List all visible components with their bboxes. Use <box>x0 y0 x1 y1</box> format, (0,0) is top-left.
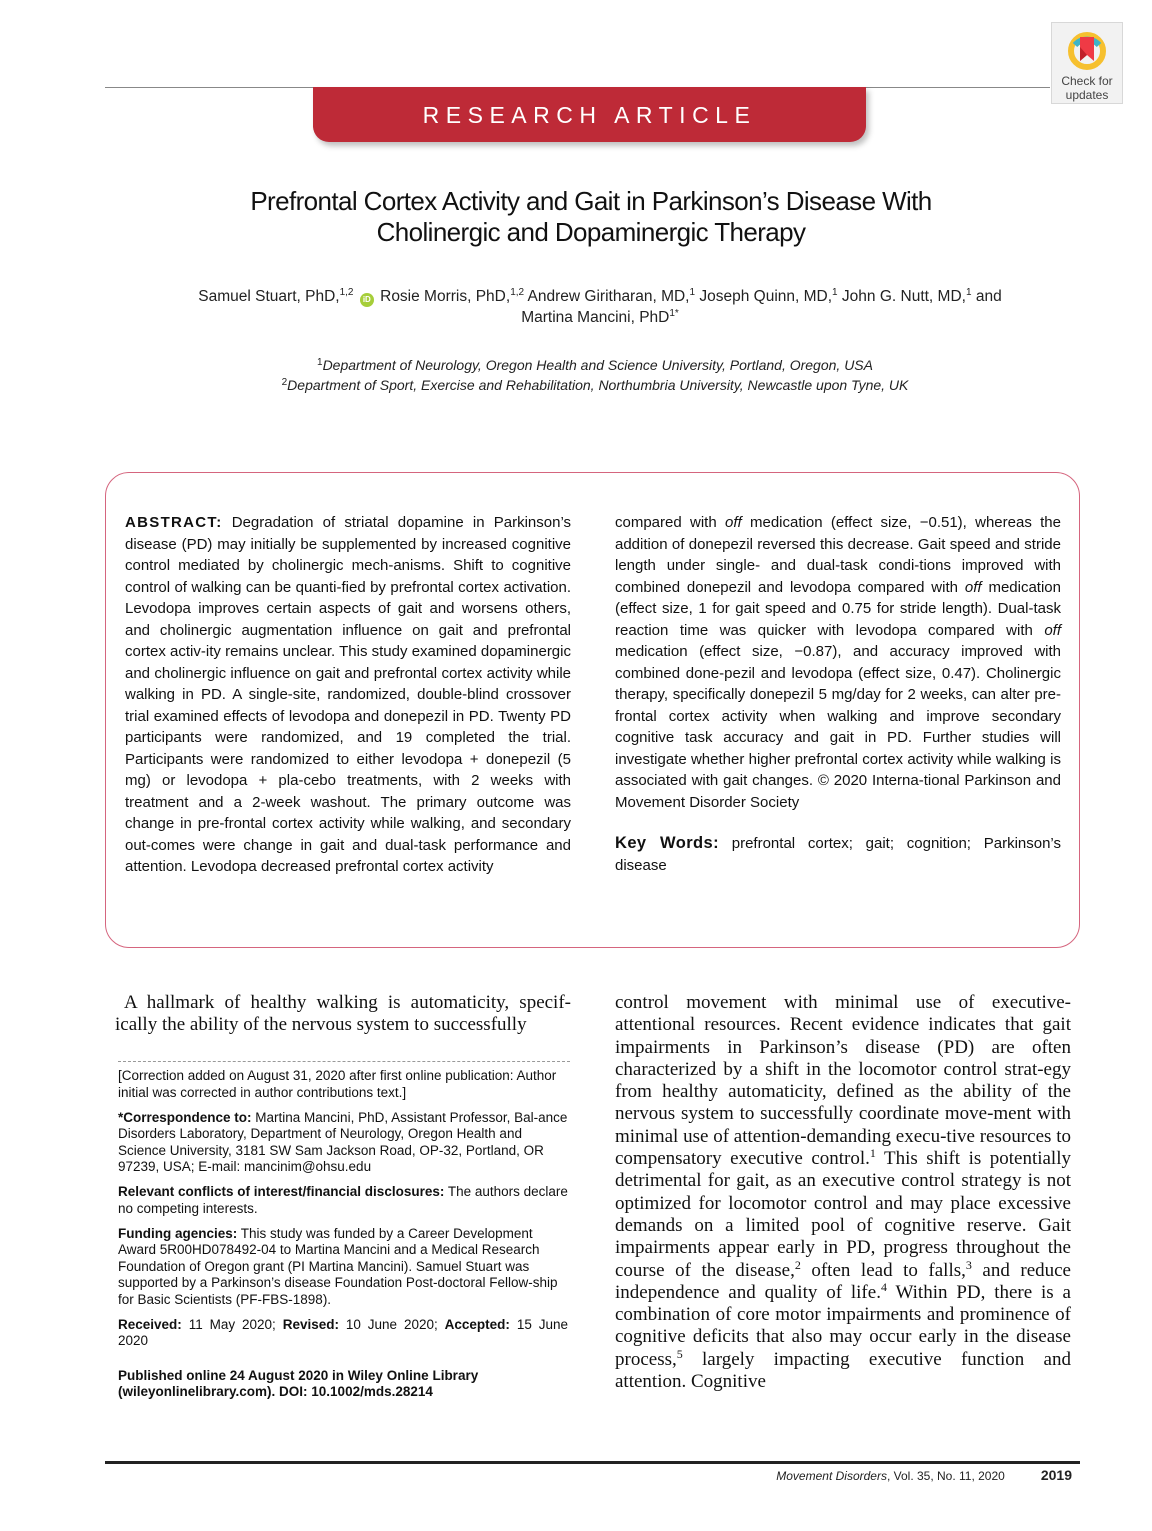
title-line-2: Cholinergic and Dopaminergic Therapy <box>376 217 806 247</box>
title-line-1: Prefrontal Cortex Activity and Gait in Parkinson’s Disease With <box>250 186 932 216</box>
author-list <box>130 286 1070 328</box>
author-name: John G. Nutt, MD, <box>837 288 966 305</box>
author-name: Andrew Giritharan, MD, <box>524 288 690 305</box>
abstract-label: ABSTRACT: <box>125 514 223 531</box>
author-affiliation-marker: 1 <box>832 287 838 298</box>
citation-ref[interactable]: 5 <box>676 1346 683 1361</box>
text-run: medication (effect size, −0.87), and accuracy improved with combined done-pezil and levodopa (effect size, 0.47). Cholinergic therapy, specifically donepezil 5 mg/day for 2 weeks, can alter pre-frontal cortex activity when walking and improve secondary cognitive task accuracy and gait in PD. Further studies will investigate whether higher prefrontal cortex activity while walking is associated with gait changes. © 2020 Interna-tional Parkinson and Movement Disorder Society <box>615 643 1061 811</box>
article-notes <box>118 1068 568 1409</box>
citation-ref[interactable]: 3 <box>965 1257 972 1272</box>
text-run: medication (effect size, −0.51), whereas the addition of donepezil reversed this decrease. Gait speed and stride length under single- and dual-task condi-tions improved with combined donepezil and levodopa compared with <box>615 514 1061 596</box>
text-run: Within PD, there is a combination of core motor impairments and prominence of cognitive deficits that also may occur early in the disease process, <box>615 1281 1071 1370</box>
text-run: compared with <box>615 514 725 531</box>
affiliation-number: 1 <box>317 357 323 368</box>
page-number: 2019 <box>1040 1467 1072 1483</box>
orcid-icon[interactable]: iD <box>360 293 374 307</box>
keywords-label: Key Words: <box>615 834 719 852</box>
author-affiliation-marker: 1* <box>669 308 679 319</box>
text-run: often lead to falls, <box>800 1259 966 1281</box>
citation-ref[interactable]: 1 <box>869 1146 876 1161</box>
author-name: Rosie Morris, PhD, <box>375 288 511 305</box>
page-footer <box>776 1467 1072 1484</box>
correction-note: [Correction added on August 31, 2020 after first online publication: Author initial was corrected in author contributions text.] <box>118 1068 557 1100</box>
author-affiliation-marker: 1,2 <box>510 287 525 298</box>
author-affiliation-marker: 1 <box>689 287 696 298</box>
italic-text: off <box>1044 621 1061 639</box>
affiliations <box>200 355 990 395</box>
accepted-date: 15 June 2020 <box>118 1316 569 1348</box>
abstract-column-left <box>125 512 571 878</box>
revised-date: 10 June 2020; <box>338 1316 445 1332</box>
conflicts-text: The authors declare no competing interests. <box>118 1184 568 1216</box>
abstract-column-right <box>615 512 1061 876</box>
funding-note <box>118 1226 568 1309</box>
abstract-text-left: Degradation of striatal dopamine in Parkinson’s disease (PD) may initially be supplemented by increased cognitive control mediated by cholinergic mech-anisms. Shift to cognitive control of walking can be quanti-fied by prefrontal cortex activation. Levodopa improves certain aspects of gait and worsens others, and cholinergic augmentation influence on gait and prefrontal cortex activ-ity remains unclear. This study examined dopaminergic and cholinergic influence on gait and prefrontal cortex activity while walking in PD. A single-site, randomized, double-blind crossover trial examined effects of levodopa and donepezil in PD. Twenty PD participants were randomized, and 19 completed the trial. Participants were randomized to either levodopa + donepezil (5 mg) or levodopa + pla-cebo treatments, with 2 weeks with treatment and a 2-week washout. The primary outcome was change in pre-frontal cortex activity while walking, and secondary out-comes were change in gait and dual-task performance and attention. Levodopa decreased prefrontal cortex activity <box>125 514 572 875</box>
keywords <box>615 833 1061 876</box>
check-for-updates-line1: Check for <box>1061 74 1113 88</box>
author-affiliation-marker: 1 <box>965 287 972 298</box>
correspondence-note <box>118 1110 568 1176</box>
publication-note[interactable]: Published online 24 August 2020 in Wiley Online Library (wileyonlinelibrary.com). DOI: 10.1002/mds.28214 <box>118 1367 479 1399</box>
text-run: medication (effect size, 1 for gait speed and 0.75 for stride length). Dual-task reaction time was quicker with levodopa compared with <box>615 578 1061 639</box>
revised-label: Revised: <box>282 1316 339 1332</box>
author-name: Samuel Stuart, PhD, <box>198 288 340 305</box>
affiliation-1 <box>200 355 990 375</box>
author-name: and <box>971 288 1002 305</box>
abstract-text-right <box>615 512 1061 813</box>
received-date: 11 May 2020; <box>181 1316 283 1332</box>
dates-note <box>118 1317 568 1350</box>
keywords-text: prefrontal cortex; gait; cognition; Parkinson’s disease <box>615 835 1061 874</box>
received-label: Received: <box>118 1316 182 1332</box>
citation-ref[interactable]: 2 <box>794 1257 801 1272</box>
section-banner: RESEARCH ARTICLE <box>313 87 866 142</box>
author-name: Joseph Quinn, MD, <box>695 288 833 305</box>
text-run: control movement with minimal use of executive-attentional resources. Recent evidence indicates that gait impairments in Parkinson’s disease (PD) are often characterized by a shift in the locomotor control strat-egy from healthy automaticity, defined as the ability of the nervous system to successfully coordinate move-ment with minimal use of attention-demanding execu-tive resources to compensatory executive control. <box>615 992 1071 1170</box>
text-run: largely impacting executive function and attention. Cognitive <box>615 1348 1071 1393</box>
body-text-right <box>615 992 1071 1393</box>
affiliation-2 <box>200 375 990 395</box>
conflicts-note <box>118 1184 568 1217</box>
text-run: and reduce independence and quality of life. <box>615 1259 1071 1303</box>
author-name: Martina Mancini, PhD <box>521 309 670 326</box>
check-for-updates-line2: updates <box>1065 88 1109 102</box>
text-run: This shift is potentially detrimental for gait, as an executive control strategy is not optimized for locomotor control and may place excessive demands on a limited pool of cognitive reserve. Gait impairments appear early in PD, progress throughout the course of the disease, <box>615 1148 1071 1281</box>
correspondence-label: *Correspondence to: <box>118 1109 252 1125</box>
citation-ref[interactable]: 4 <box>880 1279 887 1294</box>
funding-label: Funding agencies: <box>118 1225 238 1241</box>
author-affiliation-marker: 1,2 <box>339 287 354 298</box>
body-text-left: A hallmark of healthy walking is automaticity, specif-ically the ability of the nervous system to successfully <box>115 992 571 1036</box>
italic-text: off <box>725 514 742 531</box>
affiliation-number: 2 <box>281 377 288 388</box>
correspondence-text: Martina Mancini, PhD, Assistant Professor, Bal-ance Disorders Laboratory, Department of Neurology, Oregon Health and Science University, 3181 SW Sam Jackson Road, OP-32, Portland, OR 97239, USA; E-mail: mancinim@ohsu.edu <box>118 1109 568 1174</box>
affiliation-text: Department of Sport, Exercise and Rehabilitation, Northumbria University, Newcastle upon Tyne, UK <box>287 377 909 393</box>
footer-rule <box>105 1461 1080 1464</box>
journal-name: Movement Disorders <box>776 1469 887 1483</box>
journal-citation: , Vol. 35, No. 11, 2020 <box>886 1469 1005 1483</box>
accepted-label: Accepted: <box>444 1316 510 1332</box>
article-title <box>100 186 1082 248</box>
crossmark-bookmark-icon <box>1065 29 1109 73</box>
funding-text: This study was funded by a Career Development Award 5R00HD078492-04 to Martina Mancini and a Medical Research Foundation of Oregon grant (PI Martina Mancini). Samuel Stuart was supported by a Parkinson’s disease Foundation Post-doctoral Fellow-ship for Basic Scientists (PF-FBS-1898). <box>118 1225 558 1307</box>
check-for-updates-badge[interactable] <box>1051 22 1123 104</box>
footnote-divider <box>118 1061 570 1062</box>
affiliation-text: Department of Neurology, Oregon Health and Science University, Portland, Oregon, USA <box>322 357 873 373</box>
italic-text: off <box>964 578 982 596</box>
conflicts-label: Relevant conflicts of interest/financial disclosures: <box>118 1184 445 1199</box>
